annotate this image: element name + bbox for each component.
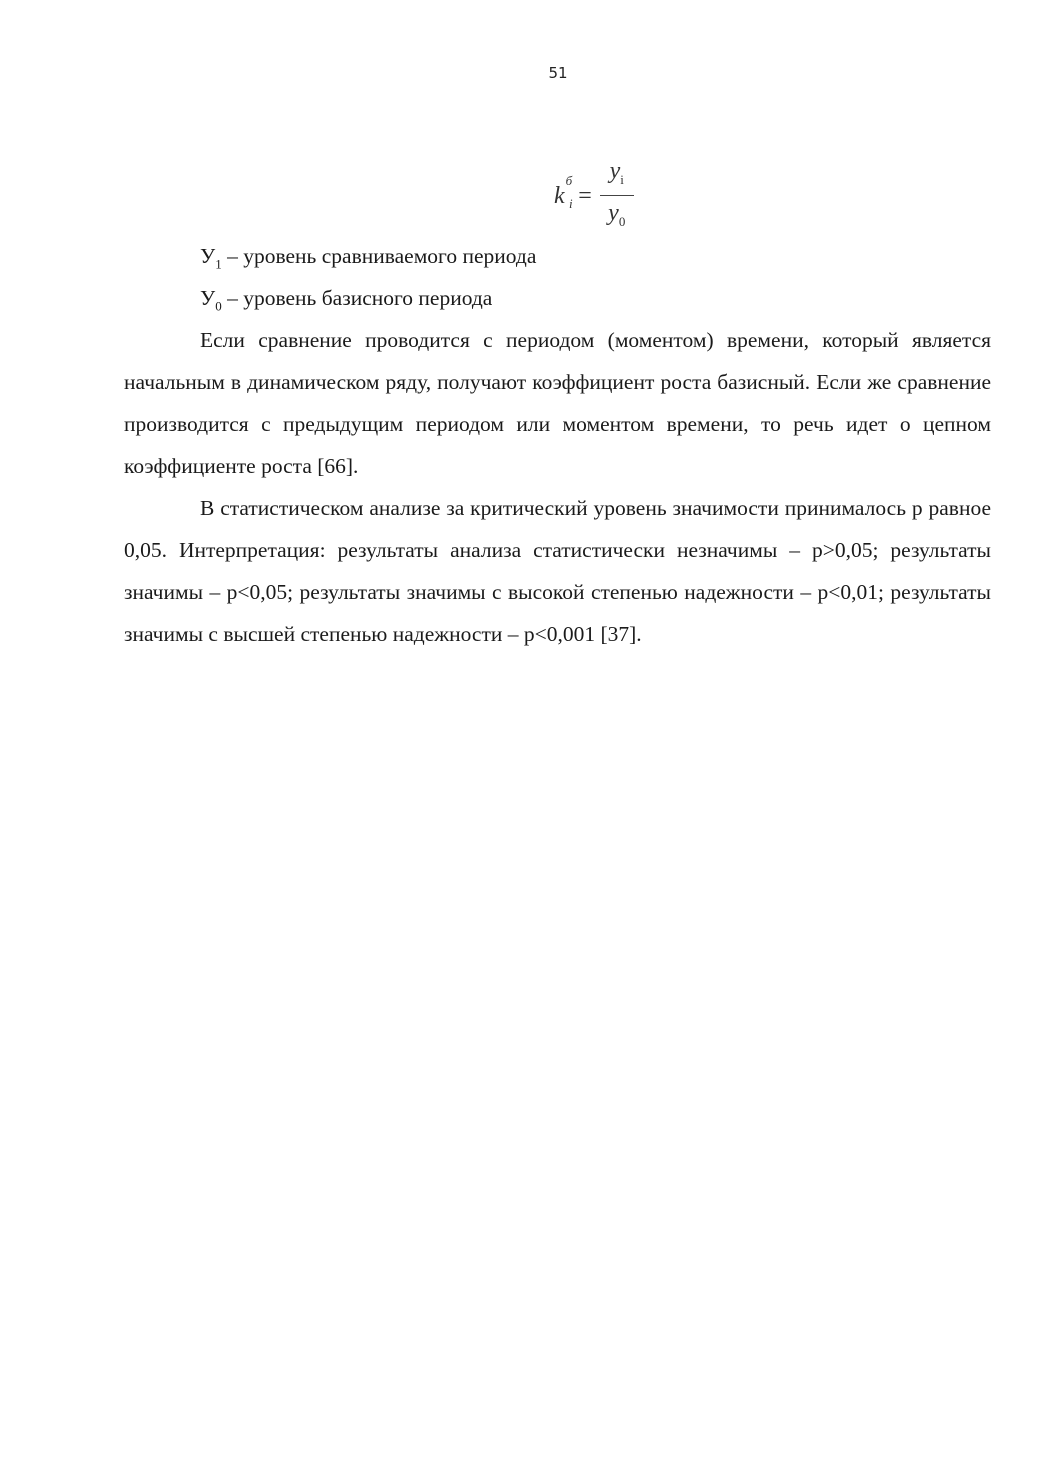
formula-numerator: $y_i$: [609, 158, 624, 187]
formula-fraction: [600, 158, 634, 235]
formula-lhs: [554, 173, 573, 212]
formula-denominator: $y_0$: [608, 199, 626, 229]
paragraph-significance-level: В статистическом анализе за критический уровень значимости принималось р равное 0,05. Интерпретация: результаты анализа статистически незначимы – р>0,05; результаты значимы – р<0,05; результаты значимы с высокой степенью надежности – р<0,01; результаты значимы с высшей степенью надежности – р<0,001 [37].: [124, 496, 991, 646]
formula-lhs-base: k: [554, 183, 565, 210]
growth-coefficient-formula: [554, 158, 634, 235]
body-text: [124, 235, 991, 655]
fraction-bar: [600, 195, 634, 196]
formula-lhs-superscript: б: [565, 173, 573, 189]
definition-compared-level: $У_1$ – уровень сравниваемого периода: [200, 244, 537, 272]
formula-equals-sign: =: [578, 182, 592, 209]
formula-lhs-subscript: i: [569, 196, 573, 212]
paragraph-growth-coefficient: Если сравнение проводится с периодом (моментом) времени, который является начальным в динамическом ряду, получают коэффициент роста базисный. Если же сравнение производится с предыдущим периодом или моментом времени, то речь идет о цепном коэффициенте роста [66].: [124, 328, 991, 478]
page-number: 51: [548, 64, 568, 82]
definition-base-level: $У_0$ – уровень базисного периода: [200, 286, 493, 314]
